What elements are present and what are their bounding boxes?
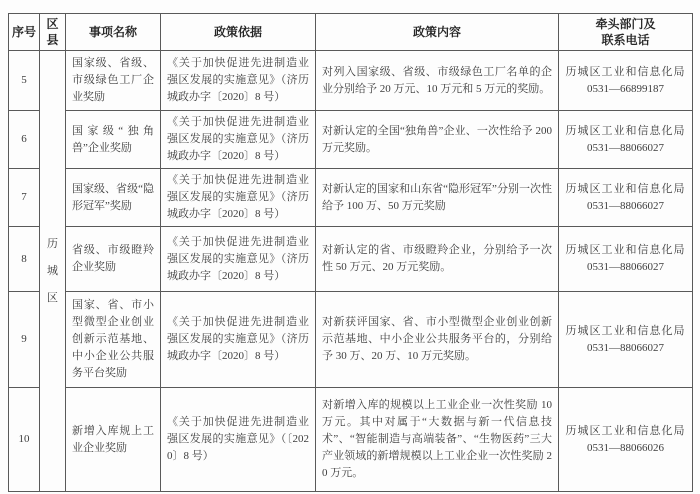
row-number-cell: 6 bbox=[9, 111, 40, 169]
department-phone: 0531—88066027 bbox=[587, 341, 664, 354]
header-no: 序号 bbox=[9, 14, 40, 51]
department-phone: 0531—88066027 bbox=[587, 199, 664, 212]
district-char: 区 bbox=[47, 291, 58, 304]
header-department-line2: 联系电话 bbox=[601, 33, 650, 47]
item-name-cell: 国家级、省级“隐形冠军”奖励 bbox=[66, 169, 161, 227]
department-name: 历城区工业和信息化局 bbox=[565, 65, 686, 78]
item-name-cell: 新增入库规上工业企业奖励 bbox=[66, 388, 161, 492]
table-row-8 bbox=[9, 227, 693, 292]
policy-content-cell: 对列入国家级、省级、市级绿色工厂名单的企业分别给予 20 万元、10 万元和 5 万元的奖励。 bbox=[316, 51, 559, 111]
policy-basis-cell: 《关于加快促进先进制造业强区发展的实施意见》（济历城政办字〔2020〕8 号） bbox=[161, 292, 316, 388]
item-name-cell: 国家级“独角兽”企业奖励 bbox=[66, 111, 161, 169]
item-name-cell: 国家级、省级、市级绿色工厂企业奖励 bbox=[66, 51, 161, 111]
policy-basis-cell: 《关于加快促进先进制造业强区发展的实施意见》（济历城政办字〔2020〕8 号） bbox=[161, 227, 316, 292]
department-name: 历城区工业和信息化局 bbox=[565, 324, 686, 337]
policy-basis-cell: 《关于加快促进先进制造业强区发展的实施意见》（〔2020〕8 号） bbox=[161, 388, 316, 492]
department-cell bbox=[559, 388, 693, 492]
department-name: 历城区工业和信息化局 bbox=[565, 182, 686, 195]
header-district: 区县 bbox=[40, 14, 66, 51]
department-phone: 0531—66899187 bbox=[587, 82, 664, 95]
header-department-line1: 牵头部门及 bbox=[595, 17, 656, 31]
department-name: 历城区工业和信息化局 bbox=[565, 244, 686, 256]
header-policy-content: 政策内容 bbox=[316, 14, 559, 51]
row-number-cell: 9 bbox=[9, 292, 40, 388]
department-name: 历城区工业和信息化局 bbox=[565, 424, 686, 437]
item-name-cell: 国家、省、市小型微型企业创业创新示范基地、中小企业公共服务平台奖励 bbox=[66, 292, 161, 388]
department-phone: 0531—88066027 bbox=[587, 141, 664, 154]
table-row-10 bbox=[9, 388, 693, 492]
header-item-name: 事项名称 bbox=[66, 14, 161, 51]
row-number-cell: 10 bbox=[9, 388, 40, 492]
table-header-row bbox=[9, 14, 693, 51]
table-row-7 bbox=[9, 169, 693, 227]
policy-content-cell: 对新获评国家、省、市小型微型企业创业创新示范基地、中小企业公共服务平台的，分别给予 30 万、20 万、10 万元奖励。 bbox=[316, 292, 559, 388]
policy-table bbox=[8, 13, 693, 492]
table-row-5 bbox=[9, 51, 693, 111]
row-number-cell: 8 bbox=[9, 227, 40, 292]
header-policy-basis: 政策依据 bbox=[161, 14, 316, 51]
district-char: 城 bbox=[47, 264, 58, 277]
department-cell bbox=[559, 169, 693, 227]
row-number-cell: 7 bbox=[9, 169, 40, 227]
department-phone: 0531—88066027 bbox=[587, 261, 664, 273]
row-number-cell: 5 bbox=[9, 51, 40, 111]
department-cell bbox=[559, 227, 693, 292]
policy-content-cell: 对新认定的国家和山东省“隐形冠军”分别一次性给予 100 万、50 万元奖励 bbox=[316, 169, 559, 227]
department-phone: 0531—88066026 bbox=[587, 441, 664, 454]
table-row-9 bbox=[9, 292, 693, 388]
policy-basis-cell: 《关于加快促进先进制造业强区发展的实施意见》（济历城政办字〔2020〕8 号） bbox=[161, 51, 316, 111]
department-name: 历城区工业和信息化局 bbox=[565, 124, 686, 137]
policy-basis-cell: 《关于加快促进先进制造业强区发展的实施意见》（济历城政办字〔2020〕8 号） bbox=[161, 169, 316, 227]
policy-basis-cell: 《关于加快促进先进制造业强区发展的实施意见》（济历城政办字〔2020〕8 号） bbox=[161, 111, 316, 169]
department-cell bbox=[559, 292, 693, 388]
district-char: 历 bbox=[47, 237, 58, 250]
department-cell bbox=[559, 111, 693, 169]
district-cell bbox=[40, 51, 66, 492]
policy-content-cell: 对新增入库的规模以上工业企业一次性奖励 10 万元。其中对属于“大数据与新一代信息技术”、“智能制造与高端装备”、“生物医药”三大产业领域的新增规模以上工业企业一次性奖励 20 万元。 bbox=[316, 388, 559, 492]
policy-content-cell: 对新认定的全国“独角兽”企业、一次性给予 200 万元奖励。 bbox=[316, 111, 559, 169]
table-row-6 bbox=[9, 111, 693, 169]
item-name-cell: 省级、市级瞪羚企业奖励 bbox=[66, 227, 161, 292]
department-cell bbox=[559, 51, 693, 111]
policy-content-cell: 对新认定的省、市级瞪羚企业，分别给予一次性 50 万元、20 万元奖励。 bbox=[316, 227, 559, 292]
header-department bbox=[559, 14, 693, 51]
